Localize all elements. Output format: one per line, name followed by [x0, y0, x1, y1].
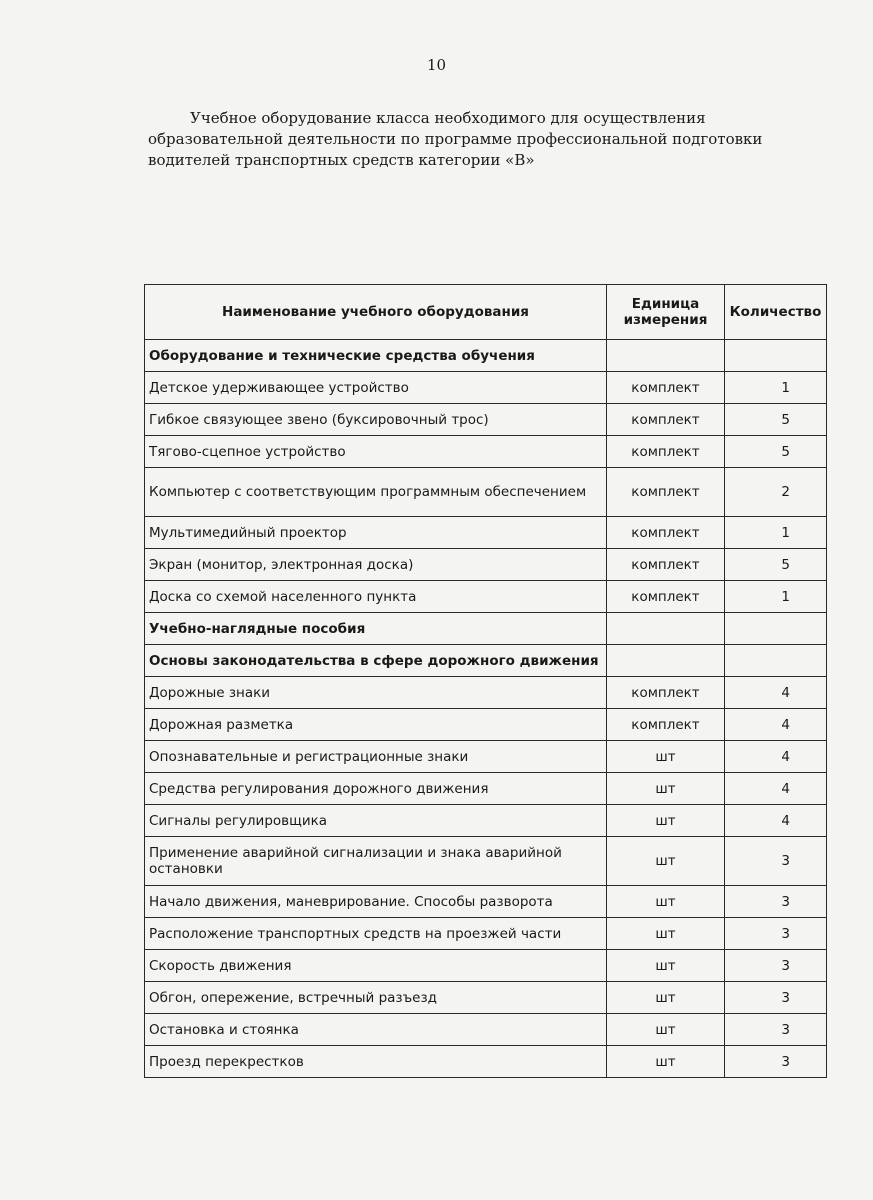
table-row	[145, 404, 827, 436]
cell-unit: комплект	[607, 549, 725, 581]
table-header-row	[145, 285, 827, 340]
cell-unit: шт	[607, 918, 725, 950]
cell-quantity: 4	[725, 805, 827, 837]
cell-name: Расположение транспортных средств на проезжей части	[145, 918, 607, 950]
cell-name: Остановка и стоянка	[145, 1014, 607, 1046]
cell-quantity: 4	[725, 741, 827, 773]
cell-name: Сигналы регулировщика	[145, 805, 607, 837]
table-row	[145, 886, 827, 918]
table-row	[145, 1046, 827, 1078]
header-name: Наименование учебного оборудования	[145, 285, 607, 340]
table-row	[145, 741, 827, 773]
cell-name: Скорость движения	[145, 950, 607, 982]
table-row	[145, 918, 827, 950]
cell-unit	[607, 645, 725, 677]
cell-unit: шт	[607, 982, 725, 1014]
cell-name: Оборудование и технические средства обучения	[145, 340, 607, 372]
cell-name: Детское удерживающее устройство	[145, 372, 607, 404]
title-line-3: водителей транспортных средств категории «В»	[148, 151, 535, 169]
cell-quantity: 3	[725, 950, 827, 982]
cell-name: Тягово-сцепное устройство	[145, 436, 607, 468]
cell-name: Основы законодательства в сфере дорожного движения	[145, 645, 607, 677]
cell-name: Экран (монитор, электронная доска)	[145, 549, 607, 581]
cell-unit	[607, 340, 725, 372]
cell-quantity: 4	[725, 709, 827, 741]
table-row	[145, 372, 827, 404]
cell-quantity: 3	[725, 837, 827, 886]
cell-name: Средства регулирования дорожного движения	[145, 773, 607, 805]
table-row	[145, 837, 827, 886]
cell-quantity: 5	[725, 549, 827, 581]
title-line-2: образовательной деятельности по программе профессиональной подготовки	[148, 130, 763, 148]
table-row	[145, 709, 827, 741]
header-quantity: Количество	[725, 285, 827, 340]
section-row	[145, 645, 827, 677]
cell-name: Обгон, опережение, встречный разъезд	[145, 982, 607, 1014]
cell-unit: комплект	[607, 404, 725, 436]
table-row	[145, 773, 827, 805]
cell-quantity: 5	[725, 404, 827, 436]
cell-unit: шт	[607, 1014, 725, 1046]
cell-quantity: 2	[725, 468, 827, 517]
equipment-table	[144, 284, 827, 1078]
table-row	[145, 468, 827, 517]
table-row	[145, 581, 827, 613]
table-row	[145, 950, 827, 982]
cell-name: Компьютер с соответствующим программным обеспечением	[145, 468, 607, 517]
cell-unit: шт	[607, 805, 725, 837]
cell-unit: шт	[607, 741, 725, 773]
section-row	[145, 613, 827, 645]
page-number: 10	[426, 56, 447, 74]
cell-quantity: 3	[725, 1014, 827, 1046]
table-body	[145, 340, 827, 1078]
section-row	[145, 340, 827, 372]
cell-quantity	[725, 613, 827, 645]
cell-quantity: 1	[725, 517, 827, 549]
cell-quantity: 1	[725, 372, 827, 404]
table-row	[145, 436, 827, 468]
cell-unit: комплект	[607, 436, 725, 468]
cell-unit: комплект	[607, 372, 725, 404]
cell-name: Применение аварийной сигнализации и знака аварийной остановки	[145, 837, 607, 886]
cell-quantity: 4	[725, 677, 827, 709]
cell-quantity: 3	[725, 918, 827, 950]
cell-unit: комплект	[607, 468, 725, 517]
cell-name: Учебно-наглядные пособия	[145, 613, 607, 645]
cell-unit: комплект	[607, 709, 725, 741]
table-row	[145, 517, 827, 549]
cell-unit: комплект	[607, 677, 725, 709]
cell-name: Начало движения, маневрирование. Способы разворота	[145, 886, 607, 918]
table-row	[145, 549, 827, 581]
document-title	[148, 108, 808, 171]
title-line-1: Учебное оборудование класса необходимого для осуществления	[190, 109, 706, 127]
cell-unit: комплект	[607, 581, 725, 613]
cell-unit: шт	[607, 950, 725, 982]
table-row	[145, 1014, 827, 1046]
cell-unit	[607, 613, 725, 645]
cell-quantity	[725, 340, 827, 372]
cell-quantity: 3	[725, 982, 827, 1014]
cell-unit: шт	[607, 886, 725, 918]
cell-name: Опознавательные и регистрационные знаки	[145, 741, 607, 773]
table-row	[145, 805, 827, 837]
cell-quantity: 5	[725, 436, 827, 468]
cell-quantity	[725, 645, 827, 677]
cell-name: Дорожная разметка	[145, 709, 607, 741]
table-row	[145, 677, 827, 709]
cell-quantity: 1	[725, 581, 827, 613]
cell-name: Проезд перекрестков	[145, 1046, 607, 1078]
cell-unit: шт	[607, 773, 725, 805]
cell-quantity: 3	[725, 886, 827, 918]
cell-quantity: 4	[725, 773, 827, 805]
cell-name: Мультимедийный проектор	[145, 517, 607, 549]
cell-name: Дорожные знаки	[145, 677, 607, 709]
cell-unit: шт	[607, 837, 725, 886]
cell-name: Гибкое связующее звено (буксировочный трос)	[145, 404, 607, 436]
cell-unit: комплект	[607, 517, 725, 549]
cell-unit: шт	[607, 1046, 725, 1078]
header-unit: Единица измерения	[607, 285, 725, 340]
cell-quantity: 3	[725, 1046, 827, 1078]
cell-name: Доска со схемой населенного пункта	[145, 581, 607, 613]
table-row	[145, 982, 827, 1014]
